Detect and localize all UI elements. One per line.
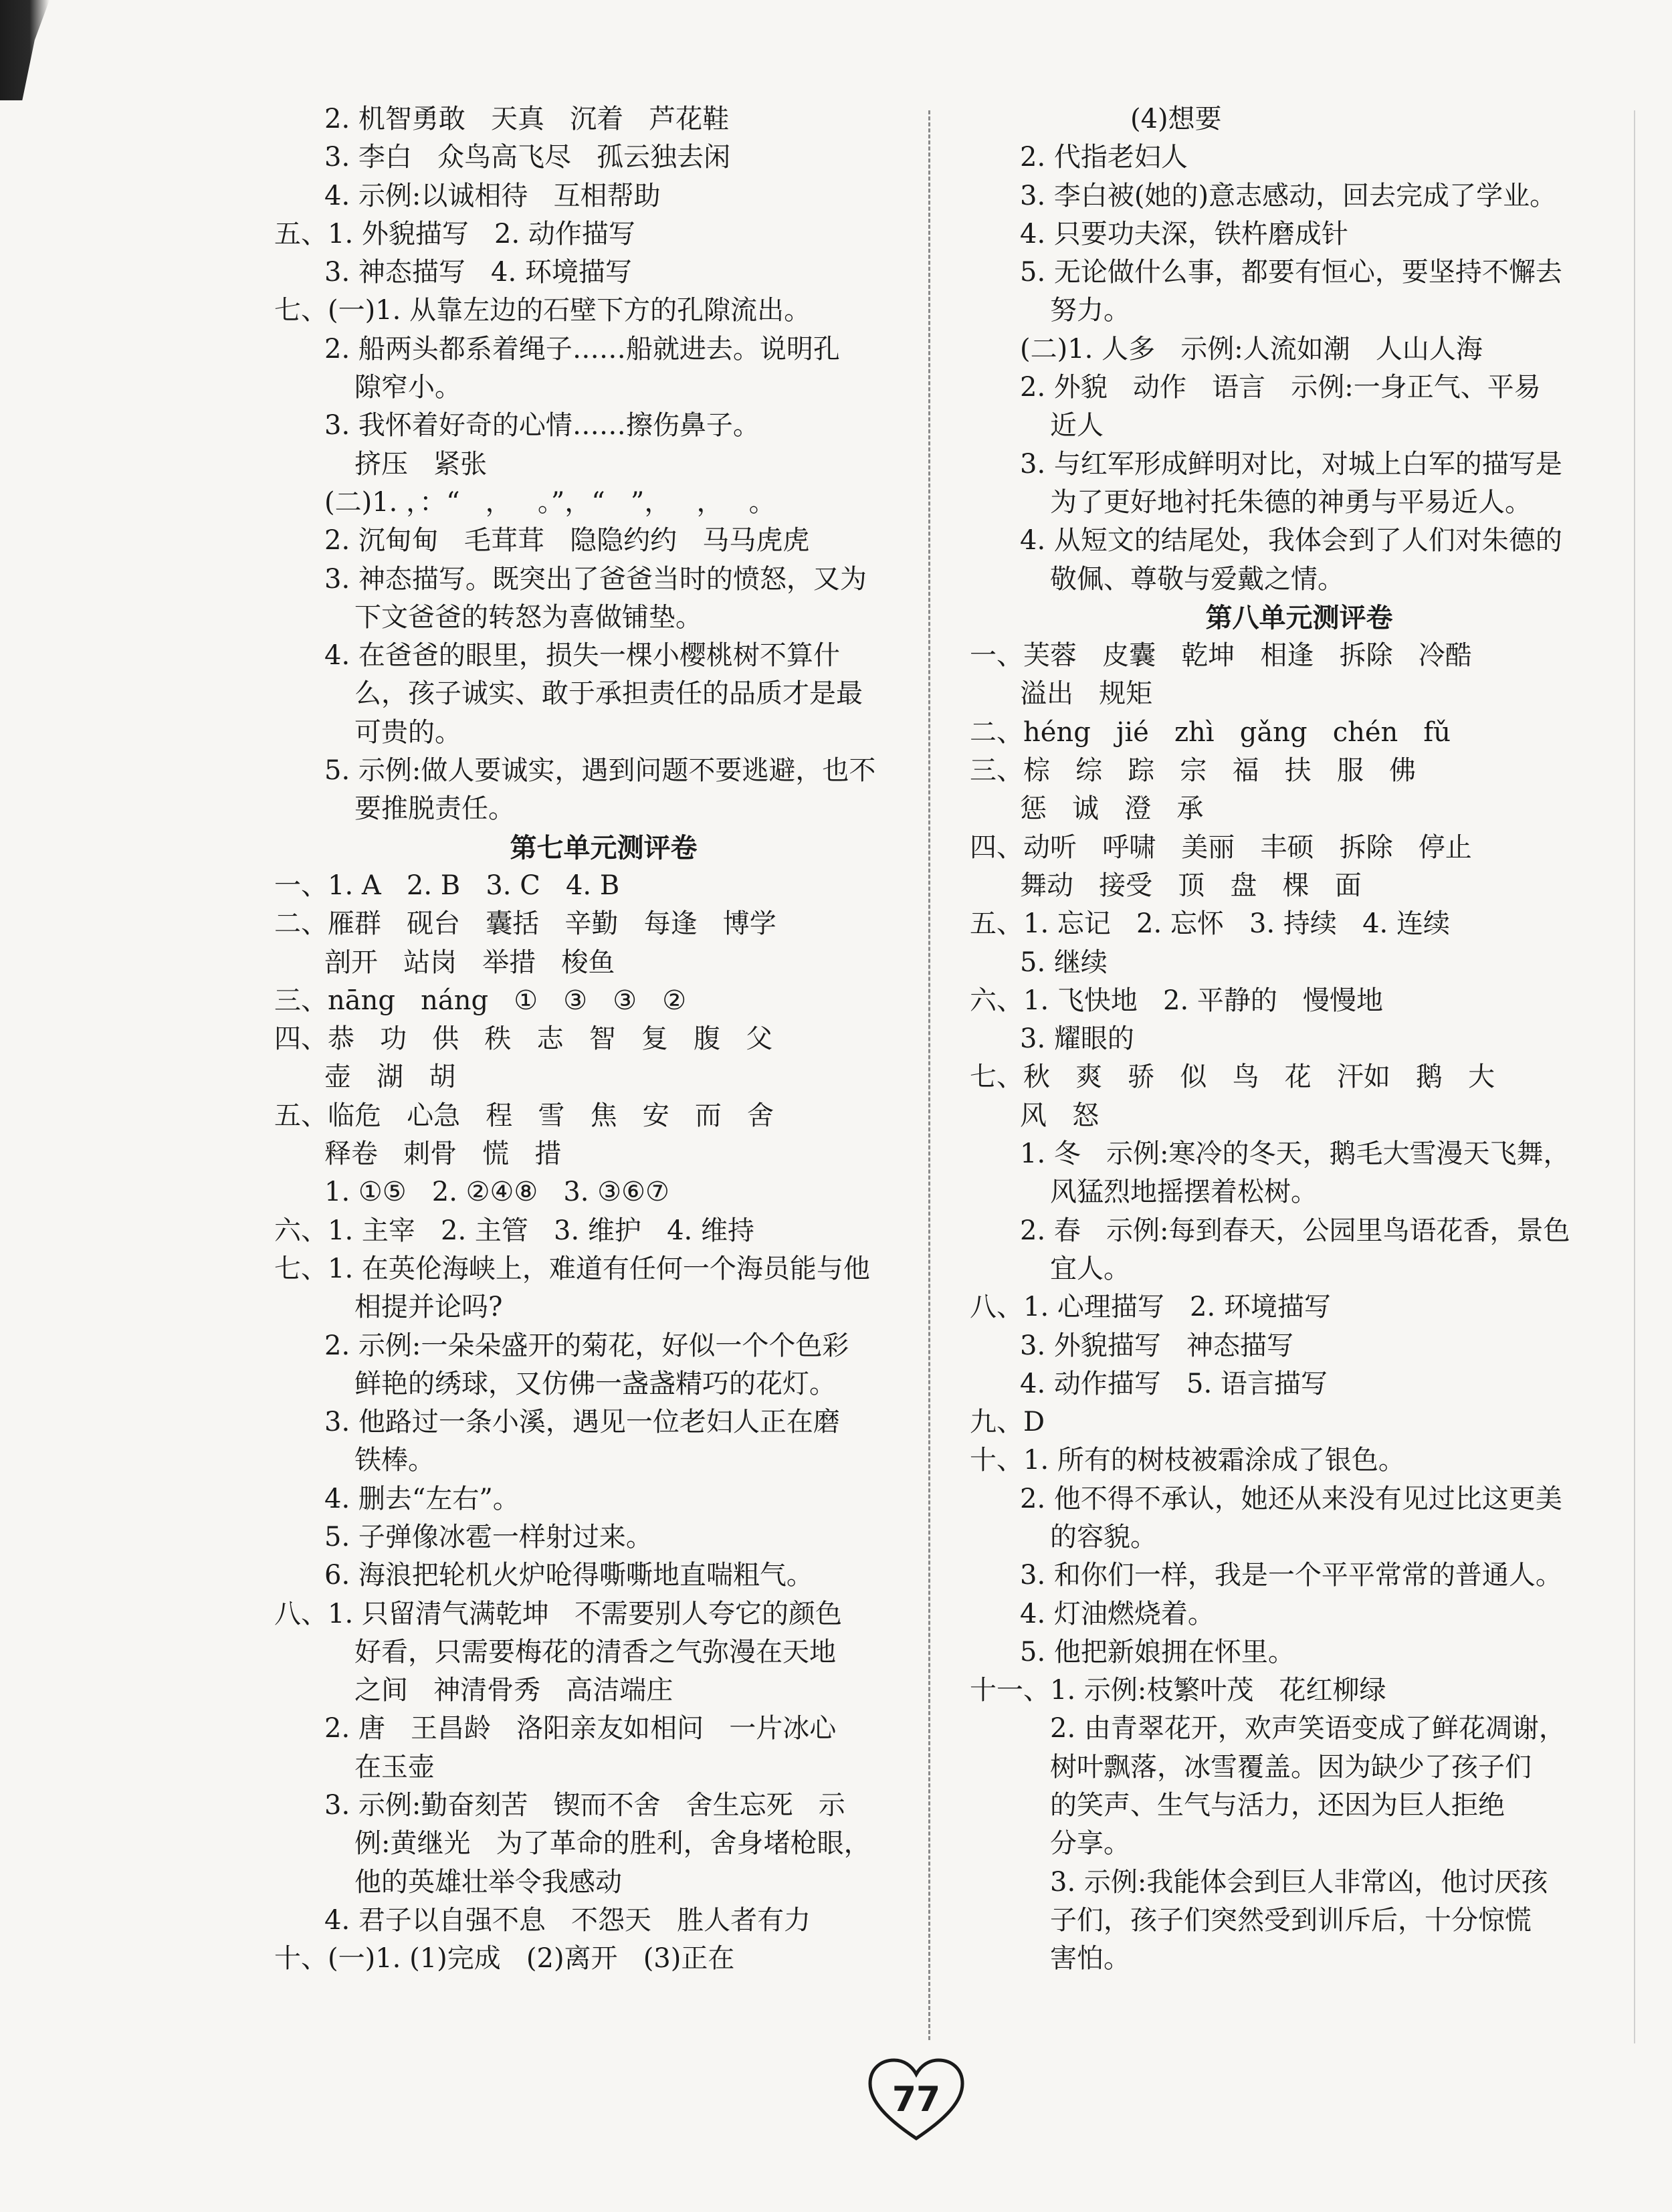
answer-line: 6. 海浪把轮机火炉呛得嘶嘶地直喘粗气。	[324, 1560, 813, 1591]
answer-line: 九、D	[970, 1407, 1045, 1438]
right-margin-rule	[1634, 110, 1635, 2043]
answer-line: 风猛烈地摇摆着松树。	[1050, 1177, 1318, 1208]
answer-line: 十、(一)1. (1)完成 (2)离开 (3)正在	[274, 1943, 735, 1975]
answer-line: 之间 神清骨秀 高洁端庄	[354, 1675, 673, 1706]
right-answer-column	[970, 100, 1629, 1979]
answer-line: 2. 春 示例:每到春天，公园里鸟语花香，景色	[1020, 1215, 1570, 1246]
answer-line: 努力。	[1050, 295, 1130, 326]
answer-line: 十一、1. 示例:枝繁叶茂 花红柳绿	[970, 1675, 1386, 1706]
answer-line: 4. 从短文的结尾处，我体会到了人们对朱德的	[1020, 525, 1562, 557]
answer-line: 隙窄小。	[354, 372, 461, 403]
answer-line: (二)1. ，：“ ， 。”，“ ”， ， 。	[324, 486, 776, 518]
answer-line: (二)1. 人多 示例:人流如潮 人山人海	[1020, 333, 1483, 365]
answer-line: 3. 李白 众鸟高飞尽 孤云独去闲	[324, 142, 731, 173]
page-number-badge	[866, 2057, 966, 2144]
answer-line: 3. 神态描写 4. 环境描写	[324, 257, 632, 288]
answer-line: 例:黄继光 为了革命的胜利，舍身堵枪眼，	[354, 1828, 871, 1859]
answer-line: 一、1. A 2. B 3. C 4. B	[274, 870, 620, 901]
answer-line: 害怕。	[1050, 1943, 1130, 1975]
left-answer-column	[274, 100, 933, 1979]
answer-line: 2. 唐 王昌龄 洛阳亲友如相问 一片冰心	[324, 1713, 837, 1744]
answer-line: 4. 在爸爸的眼里，损失一棵小樱桃树不算什	[324, 640, 840, 672]
answer-line: 5. 无论做什么事，都要有恒心，要坚持不懈去	[1020, 257, 1562, 288]
answer-line: 二、héng jié zhì gǎng chén fǔ	[970, 716, 1451, 748]
answer-line: 在玉壶	[354, 1751, 435, 1783]
section-heading: 第八单元测评卷	[1205, 601, 1393, 633]
answer-line: 一、芙蓉 皮囊 乾坤 相逢 拆除 冷酷	[970, 640, 1472, 672]
answer-line: 挤压 紧张	[354, 448, 488, 480]
answer-line: 下文爸爸的转怒为喜做铺垫。	[354, 601, 702, 633]
answer-line: 七、1. 在英伦海峡上，难道有任何一个海员能与他	[274, 1253, 870, 1284]
answer-line: 敬佩、尊敬与爱戴之情。	[1050, 563, 1344, 595]
answer-line: 舞动 接受 顶 盘 棵 面	[1020, 870, 1362, 901]
answer-line: 4. 示例:以诚相待 互相帮助	[324, 180, 661, 211]
answer-line: 八、1. 心理描写 2. 环境描写	[970, 1292, 1331, 1323]
answer-line: 3. 他路过一条小溪，遇见一位老妇人正在磨	[324, 1407, 840, 1438]
answer-line: 5. 继续	[1020, 946, 1108, 978]
answer-line: 六、1. 主宰 2. 主管 3. 维护 4. 维持	[274, 1215, 754, 1246]
answer-line: 近人	[1050, 410, 1104, 441]
answer-line: 好看，只需要梅花的清香之气弥漫在天地	[354, 1636, 836, 1668]
answer-line: 3. 李白被(她的)意志感动，回去完成了学业。	[1020, 180, 1557, 211]
answer-line: 3. 耀眼的	[1020, 1023, 1134, 1055]
answer-line: 1. ①⑤ 2. ②④⑧ 3. ③⑥⑦	[324, 1177, 669, 1208]
answer-line: 释卷 刺骨 慌 措	[324, 1138, 562, 1170]
answer-line: 分享。	[1050, 1828, 1130, 1859]
answer-line: 3. 外貌描写 神态描写	[1020, 1330, 1294, 1361]
answer-line: 子们，孩子们突然受到训斥后，十分惊慌	[1050, 1904, 1532, 1936]
answer-line: 3. 神态描写。既突出了爸爸当时的愤怒，又为	[324, 563, 867, 595]
answer-line: 四、动听 呼啸 美丽 丰硕 拆除 停止	[970, 831, 1472, 863]
answer-line: 树叶飘落，冰雪覆盖。因为缺少了孩子们	[1050, 1751, 1532, 1783]
answer-line: (4)想要	[1130, 104, 1222, 134]
answer-line: 么，孩子诚实、敢于承担责任的品质才是最	[354, 678, 863, 710]
answer-line: 5. 子弹像冰雹一样射过来。	[324, 1521, 653, 1552]
answer-line: 七、秋 爽 骄 似 鸟 花 汗如 鹅 大	[970, 1062, 1495, 1093]
answer-line: 的容貌。	[1050, 1521, 1157, 1552]
answer-line: 5. 示例:做人要诚实，遇到问题不要逃避，也不	[324, 755, 876, 787]
answer-line: 风 怒	[1020, 1100, 1100, 1131]
answer-line: 3. 我怀着好奇的心情……擦伤鼻子。	[324, 410, 760, 441]
answer-line: 2. 示例:一朵朵盛开的菊花，好似一个个色彩	[324, 1330, 849, 1361]
section-heading: 第七单元测评卷	[510, 831, 698, 864]
answer-line: 六、1. 飞快地 2. 平静的 慢慢地	[970, 985, 1384, 1016]
page-number: 77	[892, 2080, 941, 2120]
answer-line: 七、(一)1. 从靠左边的石壁下方的孔隙流出。	[274, 295, 811, 326]
answer-line: 4. 灯油燃烧着。	[1020, 1598, 1215, 1629]
answer-line: 八、1. 只留清气满乾坤 不需要别人夸它的颜色	[274, 1598, 843, 1629]
answer-line: 壶 湖 胡	[324, 1062, 456, 1093]
answer-line: 剖开 站岗 举措 梭鱼	[324, 946, 615, 978]
answer-line: 为了更好地衬托朱德的神勇与平易近人。	[1050, 486, 1532, 518]
answer-line: 五、1. 外貌描写 2. 动作描写	[274, 218, 635, 249]
answer-line: 他的英雄壮举令我感动	[354, 1866, 622, 1898]
answer-line: 二、雁群 砚台 囊括 辛勤 每逢 博学	[274, 908, 776, 940]
answer-line: 相提并论吗?	[354, 1292, 503, 1323]
answer-line: 3. 与红军形成鲜明对比，对城上白军的描写是	[1020, 448, 1562, 480]
answer-line: 3. 示例:我能体会到巨人非常凶，他讨厌孩	[1050, 1866, 1548, 1898]
answer-line: 4. 只要功夫深，铁杵磨成针	[1020, 218, 1348, 249]
answer-line: 5. 他把新娘拥在怀里。	[1020, 1636, 1295, 1668]
scanned-page-edge	[0, 0, 49, 100]
answer-line: 4. 君子以自强不息 不怨天 胜人者有力	[324, 1904, 811, 1936]
answer-line: 要推脱责任。	[354, 793, 515, 825]
answer-line: 2. 机智勇敢 天真 沉着 芦花鞋	[324, 104, 730, 134]
answer-line: 2. 他不得不承认，她还从来没有见过比这更美	[1020, 1483, 1562, 1514]
answer-line: 2. 代指老妇人	[1020, 142, 1188, 173]
answer-line: 1. 冬 示例:寒冷的冬天，鹅毛大雪漫天飞舞，	[1020, 1138, 1570, 1170]
answer-line: 三、nāng náng ① ③ ③ ②	[274, 985, 687, 1016]
answer-line: 五、临危 心急 程 雪 焦 安 而 舍	[274, 1100, 774, 1131]
answer-line: 3. 示例:勤奋刻苦 锲而不舍 舍生忘死 示	[324, 1790, 845, 1821]
answer-line: 4. 动作描写 5. 语言描写	[1020, 1368, 1328, 1399]
answer-line: 五、1. 忘记 2. 忘怀 3. 持续 4. 连续	[970, 908, 1450, 940]
answer-line: 鲜艳的绣球，又仿佛一盏盏精巧的花灯。	[354, 1368, 836, 1399]
answer-line: 4. 删去“左右”。	[324, 1483, 520, 1514]
answer-line: 2. 船两头都系着绳子……船就进去。说明孔	[324, 333, 840, 365]
answer-line: 宜人。	[1050, 1253, 1130, 1284]
answer-line: 十、1. 所有的树枝被霜涂成了银色。	[970, 1445, 1405, 1476]
column-divider	[928, 110, 930, 2040]
answer-line: 2. 由青翠花开，欢声笑语变成了鲜花凋谢，	[1050, 1713, 1566, 1744]
answer-line: 2. 沉甸甸 毛茸茸 隐隐约约 马马虎虎	[324, 525, 810, 557]
answer-line: 2. 外貌 动作 语言 示例:一身正气、平易	[1020, 372, 1541, 403]
answer-line: 铁棒。	[354, 1445, 435, 1476]
answer-line: 惩 诚 澄 承	[1020, 793, 1204, 825]
answer-line: 三、棕 综 踪 宗 福 扶 服 佛	[970, 755, 1417, 787]
answer-line: 溢出 规矩	[1020, 678, 1153, 710]
answer-line: 四、恭 功 供 秩 志 智 复 腹 父	[274, 1023, 773, 1055]
answer-line: 3. 和你们一样，我是一个平平常常的普通人。	[1020, 1560, 1562, 1591]
answer-line: 的笑声、生气与活力，还因为巨人拒绝	[1050, 1790, 1505, 1821]
answer-line: 可贵的。	[354, 716, 461, 748]
